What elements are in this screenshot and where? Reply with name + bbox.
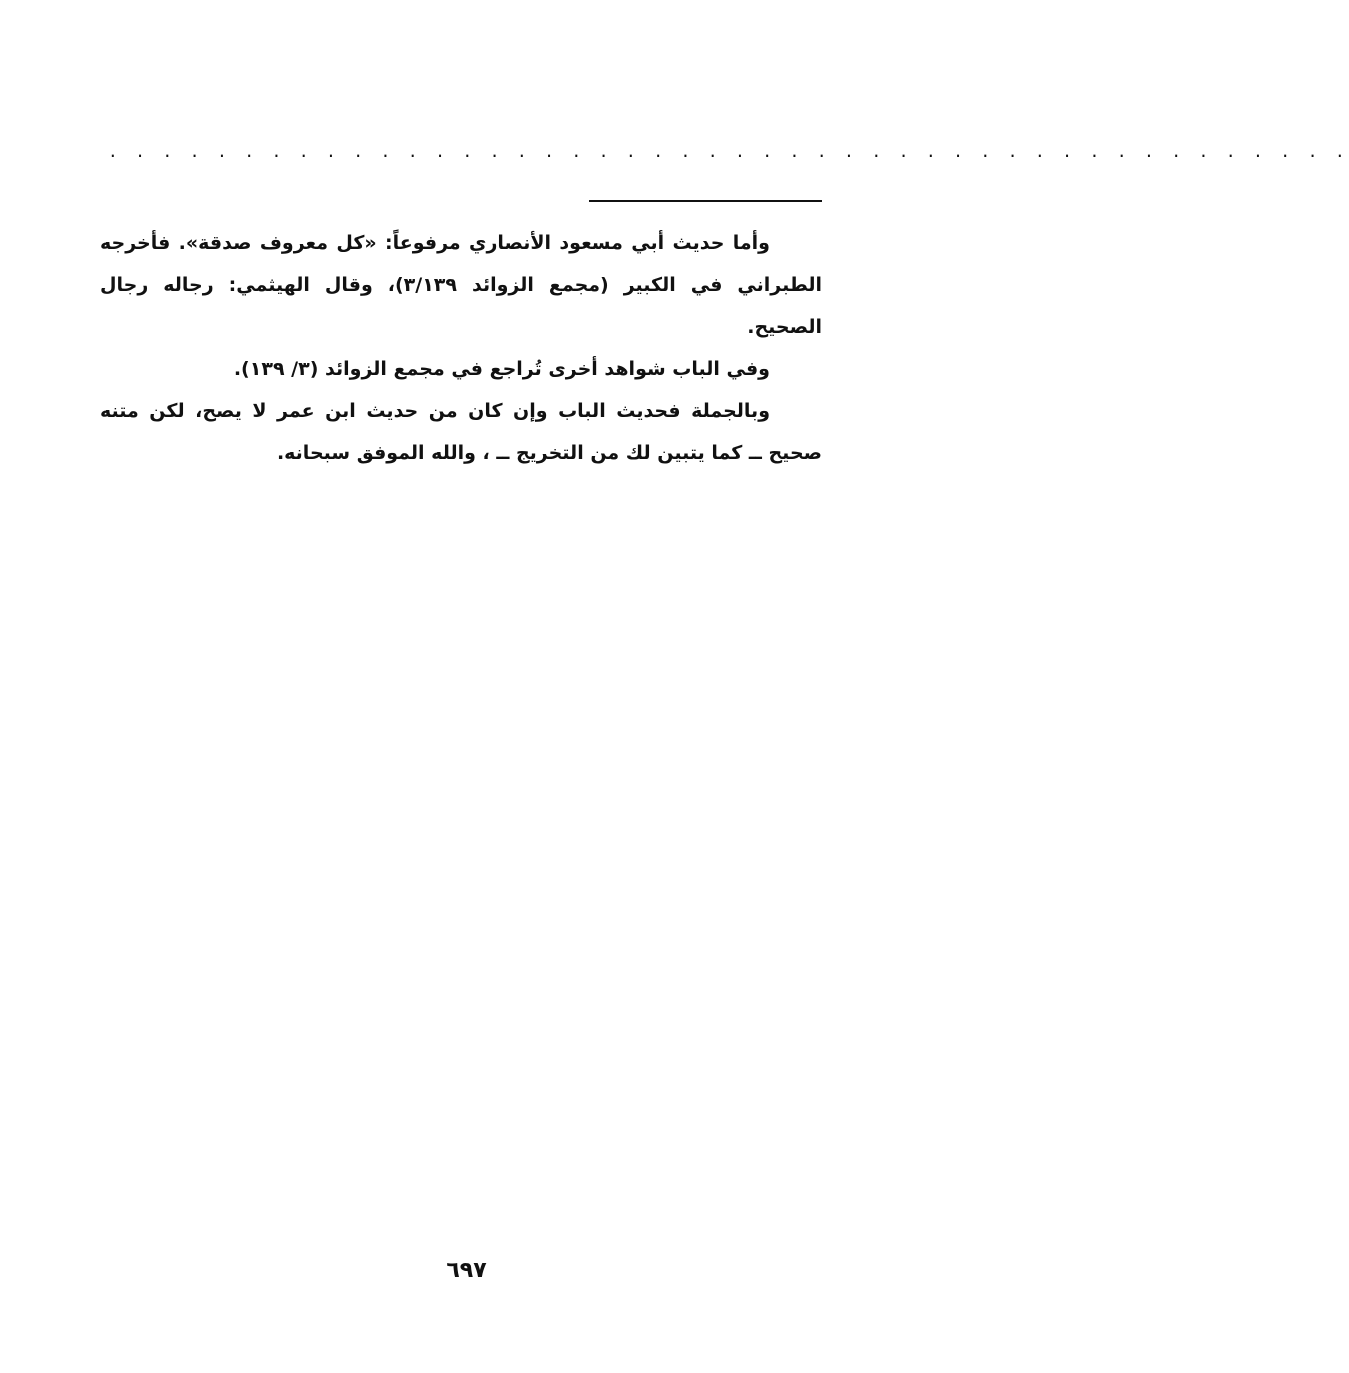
footnote-text: [100, 222, 822, 474]
footnote-paragraph-2: وفي الباب شواهد أخرى تُراجع في مجمع الزوائد (٣/ ١٣٩).: [233, 358, 770, 380]
footnote-paragraph-3: وبالجملة فحديث الباب وإن كان من حديث ابن عمر لا يصح، لكن متنه صحيح ــ كما يتبين لك من التخريج ــ ، والله الموفق سبحانه.: [100, 400, 822, 464]
dotted-separator: . . . . . . . . . . . . . . . . . . . . . . . . . . . . . . . . . . . . . . . . . . . . . .: [108, 142, 1349, 161]
page-number: ٦٩٧: [446, 1258, 487, 1283]
footnote-paragraph-1: وأما حديث أبي مسعود الأنصاري مرفوعاً: «كل معروف صدقة». فأخرجه الطبراني في الكبير (مجمع الزوائد ٣/١٣٩)، وقال الهيثمي: رجاله رجال الصحيح.: [100, 232, 822, 338]
footnote-divider: [589, 200, 822, 202]
